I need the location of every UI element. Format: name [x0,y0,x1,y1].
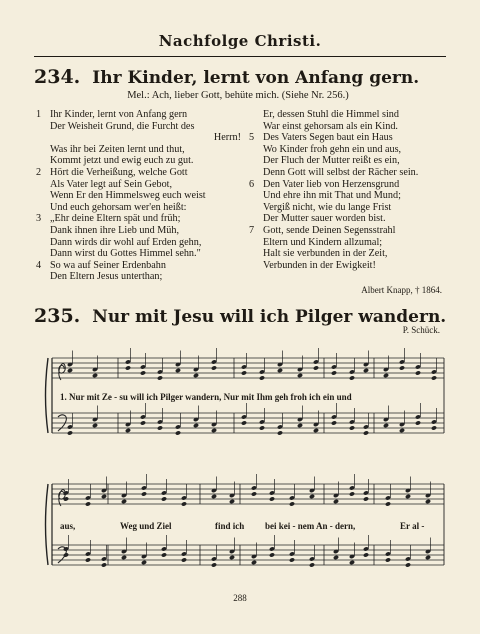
note-head [383,373,389,378]
note-head [385,557,391,562]
note-head [405,562,411,567]
note-head [431,425,437,430]
verse-line: Dann wirst du Gottes Himmel sehn." [50,248,201,260]
verse-line: So wa auf Seiner Erdenbahn [50,259,166,271]
verse-line: Was ihr bei Zeiten lernt und thut, [50,143,185,155]
verse-line: Wo Kinder froh gehn ein und aus, [263,143,402,155]
verse-line: Den Vater lieb von Herzensgrund [263,178,400,190]
hymn-234-title: Ihr Kinder, lernt von Anfang gern. [92,68,420,88]
note-head [125,365,131,370]
note-head [431,375,437,380]
verse-line: Ihr Kinder, lernt von Anfang gern [50,109,188,120]
note-head [125,428,131,433]
note-head [399,428,405,433]
note-head [289,557,295,562]
note-head [349,375,355,380]
note-head [85,501,91,506]
hymn-235-lyric-syllable: Er al - [400,521,425,531]
note-head [229,555,235,560]
note-head [193,373,199,378]
note-head [349,425,355,430]
note-head [349,491,355,496]
note-head [383,423,389,428]
hymn-234-melody-note: Mel.: Ach, lieber Gott, behüte mich. (Siehe Nr. 256.) [127,90,349,101]
note-head [331,370,337,375]
hymn-234-author: Albert Knapp, † 1864. [361,285,442,295]
verse-line: Gott, sende Deinen Segensstrahl [263,224,396,236]
verse-line: Der Fluch der Mutter reißt es ein, [263,155,400,167]
verse-line: Denn Gott will selbst der Rächer sein. [263,166,419,178]
verse-line: Hört die Verheißung, welche Gott [50,166,188,178]
verse-number: 5 [249,132,255,144]
note-head [241,370,247,375]
verse-number: 1 [36,109,42,120]
note-head [269,496,275,501]
note-head [175,368,181,373]
note-head [211,562,217,567]
treble-clef-icon [59,364,66,380]
note-head [331,420,337,425]
hymn-235-lyric-syllable: Weg und Ziel [120,521,172,531]
hymn-235-lyric-syllable: bei kei - nem An - dern, [265,521,356,531]
system-brace [46,358,49,433]
verse-line: Der Weisheit Grund, die Furcht des [50,120,195,132]
note-head [193,423,199,428]
hymn-235-lyrics-line-1: 1. Nur mit Ze - su will ich Pilger wandern, Nur mit Ihm geh froh ich ein und [60,392,352,402]
note-head [415,370,421,375]
note-head [363,496,369,501]
verse-line: Dank ihnen ihre Lieb und Müh, [50,224,180,236]
hymn-234-number: 234. [34,66,81,88]
note-head [259,425,265,430]
verse-number: 2 [36,166,42,178]
note-head [141,560,147,565]
note-head [67,368,73,373]
note-head [161,552,167,557]
verse-line: Eltern und Kindern allzumal; [263,236,383,248]
note-head [67,430,73,435]
verse-line: „Ehr deine Eltern spät und früh; [50,213,181,225]
verse-line: Der Mutter sauer worden bist. [263,213,386,225]
hymn-235-lyric-syllable: aus, [60,521,76,531]
verse-number: 3 [36,213,42,225]
note-head [92,423,98,428]
hymn-235-title: Nur mit Jesu will ich Pilger wandern. [92,307,447,327]
note-head [425,555,431,560]
note-head [415,420,421,425]
note-head [309,562,315,567]
note-head [333,555,339,560]
verse-line: Als Vater legt auf Sein Gebot, [50,178,173,190]
note-head [313,428,319,433]
note-head [251,560,257,565]
note-head [385,501,391,506]
verse-line: Des Vaters Segen baut ein Haus [263,132,393,144]
hymn-235-lyric-syllable: find ich [215,521,245,531]
note-head [140,370,146,375]
note-head [211,494,217,499]
note-head [363,430,369,435]
note-head [161,496,167,501]
note-head [363,552,369,557]
hymn-235-composer: P. Schück. [402,325,440,335]
note-head [405,494,411,499]
note-head [121,499,127,504]
note-head [313,365,319,370]
note-head [157,375,163,380]
note-head [141,491,147,496]
note-head [140,420,146,425]
note-head [211,365,217,370]
note-head [363,368,369,373]
note-head [101,562,107,567]
note-head [251,491,257,496]
note-head [181,557,187,562]
note-head [92,373,98,378]
verse-line: Verbunden in der Ewigkeit! [263,259,376,271]
verse-line: Vergiß nicht, wie du lange Frist [263,201,392,213]
note-head [297,373,303,378]
system-brace [46,484,49,565]
note-head [309,494,315,499]
verse-line: War einst gehorsam als ein Kind. [263,120,398,132]
note-head [425,499,431,504]
note-head [175,430,181,435]
note-head [181,501,187,506]
note-head [297,423,303,428]
note-head [259,375,265,380]
verse-line: Halt sie verbunden in der Zeit, [263,248,388,260]
note-head [85,557,91,562]
page-number: 288 [233,593,247,603]
verse-line: Er, dessen Stuhl die Himmel sind [263,109,399,120]
note-head [269,552,275,557]
note-head [229,499,235,504]
hymn-235-number: 235. [34,305,81,327]
note-head [399,365,405,370]
verse-line: Und euch gehorsam wer'en heißt: [50,201,187,213]
note-head [157,425,163,430]
note-head [211,428,217,433]
note-head [277,368,283,373]
note-head [277,430,283,435]
page-header: Nachfolge Christi. [158,32,322,50]
verse-number: 4 [36,259,42,271]
note-head [333,499,339,504]
verse-line: Dann wirds dir wohl auf Erden gehn, [50,236,202,248]
note-head [349,560,355,565]
verse-line: Und ehre ihn mit That und Mund; [263,190,401,202]
note-head [101,494,107,499]
verse-line: Den Eltern Jesus unterthan; [50,271,163,283]
verse-line: Kommt jetzt und ewig euch zu gut. [50,155,194,167]
note-head [63,496,69,501]
verse-number: 6 [249,178,255,190]
verse-line: Herrn! [213,132,241,144]
verse-number: 7 [249,224,255,236]
note-head [121,555,127,560]
note-head [289,501,295,506]
note-head [241,420,247,425]
verse-line: Wenn Er den Himmelsweg euch weist [50,190,206,202]
